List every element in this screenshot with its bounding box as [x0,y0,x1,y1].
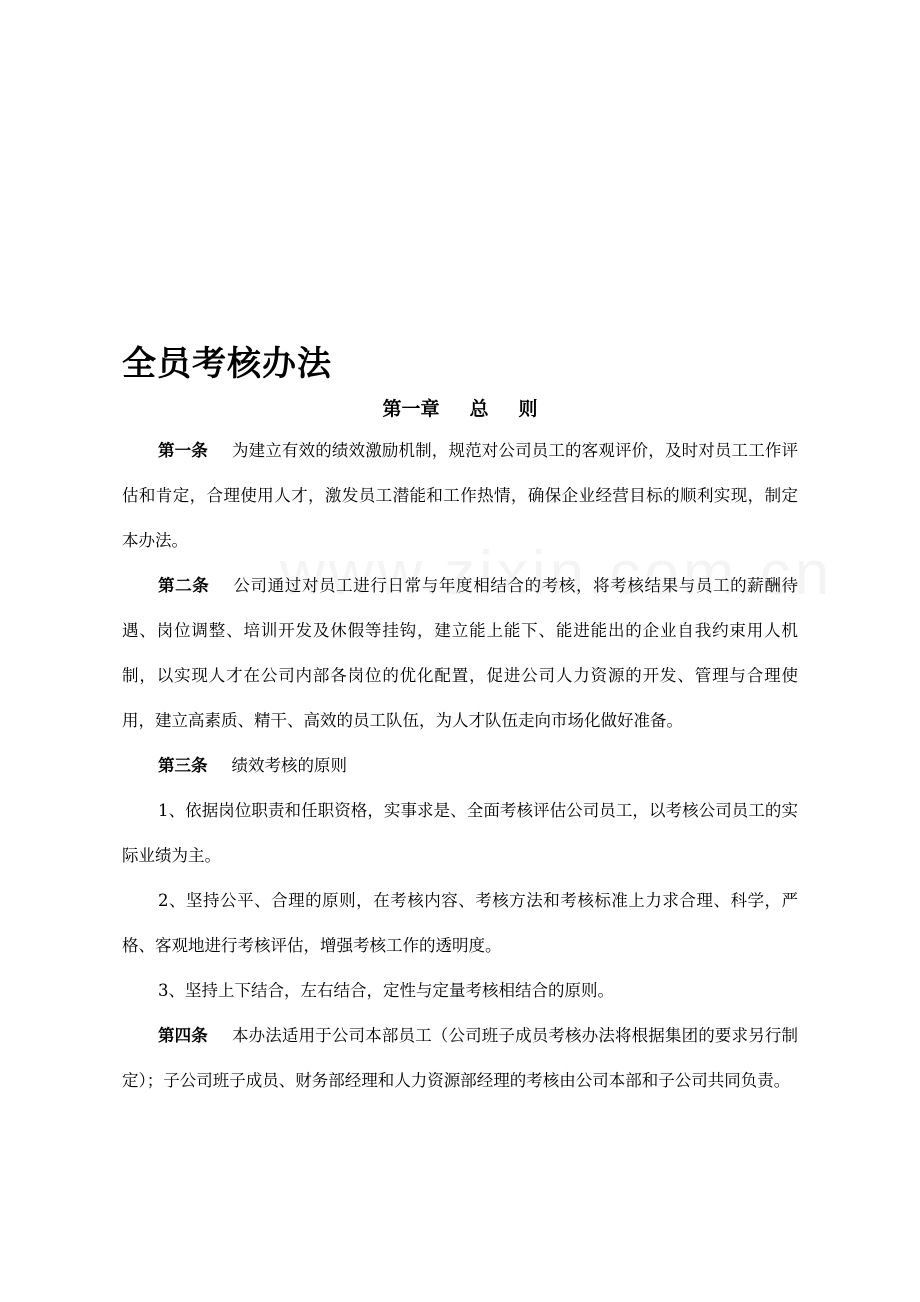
article-label: 第三条 [158,756,208,775]
article-2 [122,563,798,743]
article-4 [122,1013,798,1103]
article-text: 本办法适用于公司本部员工（公司班子成员考核办法将根据集团的要求另行制定）；子公司班子成员、财务部经理和人力资源部经理的考核由公司本部和子公司共同负责。 [122,1026,799,1090]
article-3-item-3 [122,968,798,1013]
list-item-text: 1、依据岗位职责和任职资格，实事求是、全面考核评估公司员工，以考核公司员工的实际业绩为主。 [122,801,798,865]
chapter-number: 第一章 [382,398,440,420]
article-3 [122,743,798,788]
chapter-name-first: 总 [469,398,489,420]
article-3-item-1 [122,788,798,878]
article-3-item-2 [122,878,798,968]
list-item-text: 2、坚持公平、合理的原则，在考核内容、考核方法和考核标准上力求合理、科学，严格、客观地进行考核评估，增强考核工作的透明度。 [122,891,798,955]
article-text: 为建立有效的绩效激励机制，规范对公司员工的客观评价，及时对员工工作评估和肯定，合理使用人才，激发员工潜能和工作热情，确保企业经营目标的顺利实现，制定本办法。 [122,441,799,550]
article-text: 公司通过对员工进行日常与年度相结合的考核，将考核结果与员工的薪酬待遇、岗位调整、培训开发及休假等挂钩，建立能上能下、能进能出的企业自我约束用人机制，以实现人才在公司内部各岗位的优化配置，促进公司人力资源的开发、管理与合理使用，建立高素质、精干、高效的员工队伍，为人才队伍走向市场化做好准备。 [122,576,799,730]
article-label: 第一条 [158,441,208,460]
article-label: 第四条 [158,1026,208,1045]
chapter-name-second: 则 [518,398,538,420]
article-text: 绩效考核的原则 [231,756,347,775]
article-label: 第二条 [158,576,210,595]
list-item-text: 3、坚持上下结合，左右结合，定性与定量考核相结合的原则。 [158,981,614,1000]
chapter-heading [0,392,920,426]
document-title: 全员考核办法 [122,344,332,384]
article-1 [122,428,798,563]
